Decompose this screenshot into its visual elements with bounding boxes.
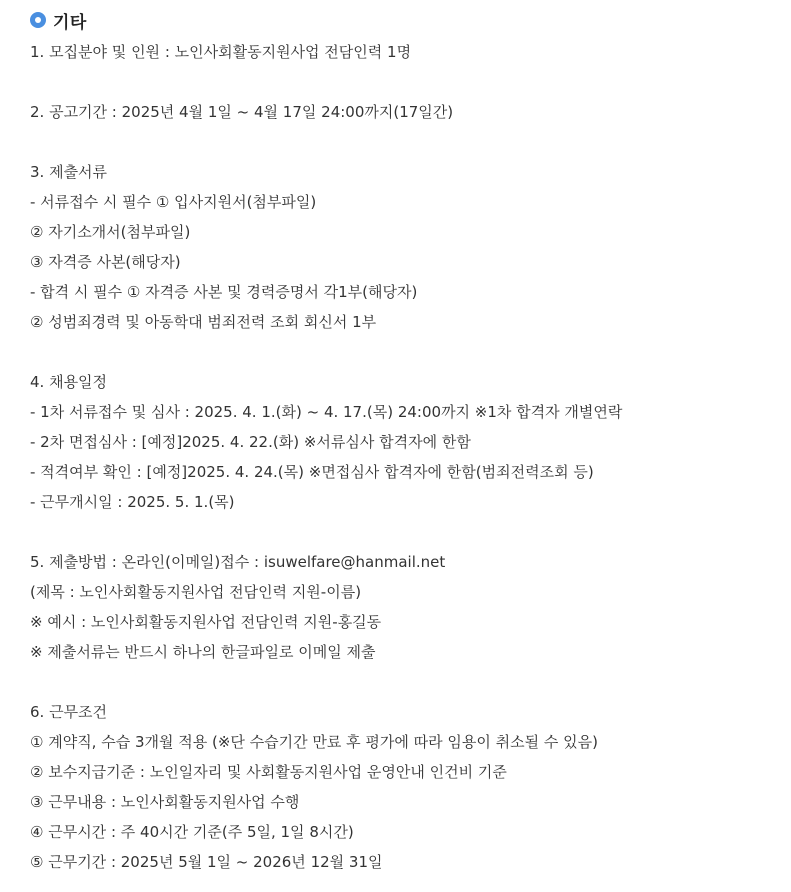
documents-item: - 합격 시 필수 ① 자격증 사본 및 경력증명서 각1부(해당자) <box>30 283 418 301</box>
conditions-heading: 6. 근무조건 <box>30 703 108 721</box>
submission-method-line: 5. 제출방법 : 온라인(이메일)접수 : isuwelfare@hanmail.net <box>30 553 446 571</box>
schedule-item: - 1차 서류접수 및 심사 : 2025. 4. 1.(화) ~ 4. 17.(목) 24:00까지 ※1차 합격자 개별연락 <box>30 403 623 421</box>
conditions-item: ② 보수지급기준 : 노인일자리 및 사회활동지원사업 운영안내 인건비 기준 <box>30 763 507 781</box>
documents-item: ② 성범죄경력 및 아동학대 범죄전력 조회 회신서 1부 <box>30 313 377 331</box>
submission-item: (제목 : 노인사회활동지원사업 전담인력 지원-이름) <box>30 583 362 601</box>
blank-line <box>30 667 780 697</box>
documents-item: ② 자기소개서(첨부파일) <box>30 223 191 241</box>
recruit-field-line: 1. 모집분야 및 인원 : 노인사회활동지원사업 전담인력 1명 <box>30 43 412 61</box>
conditions-item: ④ 근무시간 : 주 40시간 기준(주 5일, 1일 8시간) <box>30 823 354 841</box>
circle-bullet-icon <box>30 12 46 28</box>
schedule-item: - 적격여부 확인 : [예정]2025. 4. 24.(목) ※면접심사 합격자에 한함(범죄전력조회 등) <box>30 463 594 481</box>
section-header <box>30 8 87 32</box>
blank-line <box>30 517 780 547</box>
documents-item: ③ 자격증 사본(해당자) <box>30 253 181 271</box>
documents-item: - 서류접수 시 필수 ① 입사지원서(첨부파일) <box>30 193 317 211</box>
blank-line <box>30 67 780 97</box>
schedule-heading: 4. 채용일정 <box>30 373 108 391</box>
conditions-item: ⑤ 근무기간 : 2025년 5월 1일 ~ 2026년 12월 31일 <box>30 853 383 871</box>
schedule-item: - 근무개시일 : 2025. 5. 1.(목) <box>30 493 235 511</box>
documents-heading: 3. 제출서류 <box>30 163 108 181</box>
blank-line <box>30 127 780 157</box>
submission-item: ※ 예시 : 노인사회활동지원사업 전담인력 지원-홍길동 <box>30 613 382 631</box>
posting-period-line: 2. 공고기간 : 2025년 4월 1일 ~ 4월 17일 24:00까지(17일간) <box>30 103 454 121</box>
conditions-item: ① 계약직, 수습 3개월 적용 (※단 수습기간 만료 후 평가에 따라 임용이 취소될 수 있음) <box>30 733 598 751</box>
section-title: 기타 <box>53 12 87 33</box>
conditions-item: ③ 근무내용 : 노인사회활동지원사업 수행 <box>30 793 300 811</box>
schedule-item: - 2차 면접심사 : [예정]2025. 4. 22.(화) ※서류심사 합격자에 한함 <box>30 433 471 451</box>
posting-body <box>30 37 780 877</box>
submission-item: ※ 제출서류는 반드시 하나의 한글파일로 이메일 제출 <box>30 643 376 661</box>
blank-line <box>30 337 780 367</box>
